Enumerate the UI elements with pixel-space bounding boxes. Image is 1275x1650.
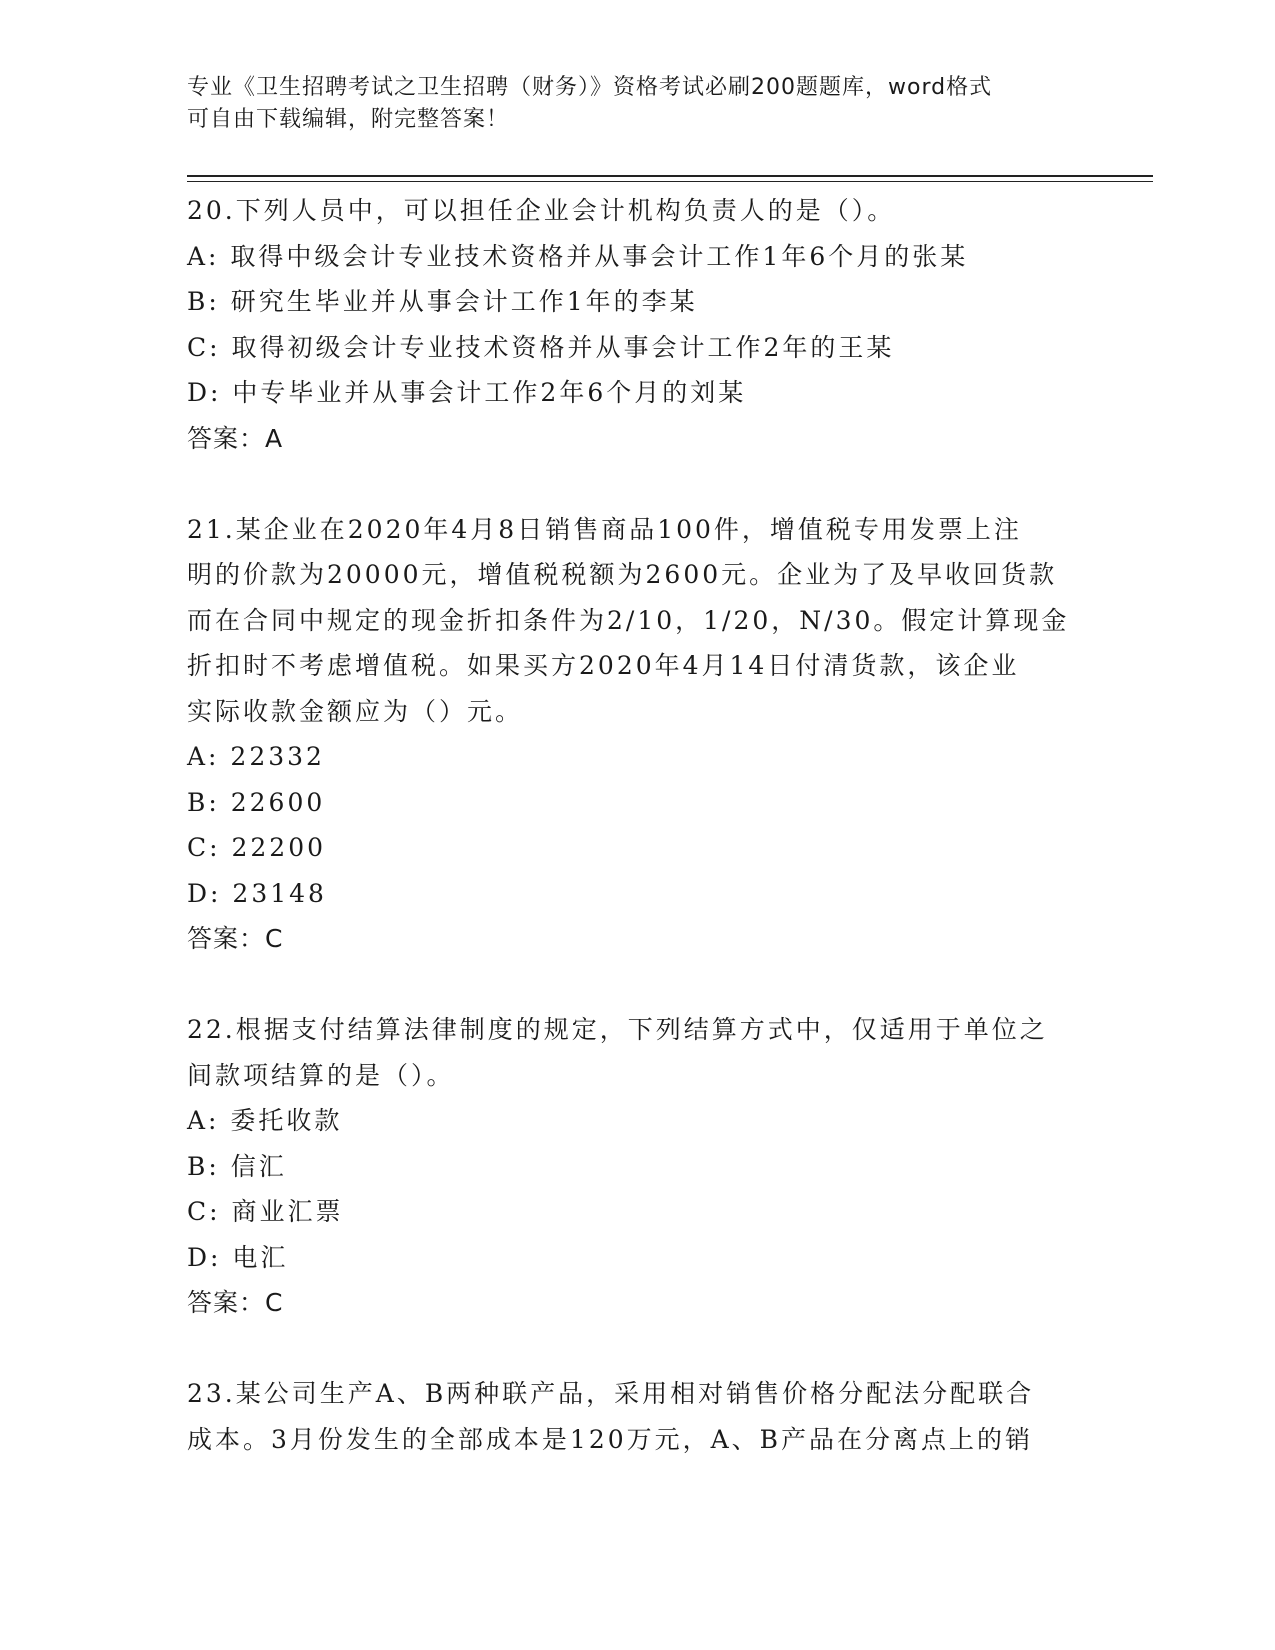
question-spacer bbox=[187, 461, 1087, 507]
question-stem-line: 成本。3月份发生的全部成本是120万元，A、B产品在分离点上的销 bbox=[187, 1424, 1034, 1454]
question-stem-line: 20.下列人员中，可以担任企业会计机构负责人的是（）。 bbox=[187, 196, 896, 225]
option-c: C: 22200 bbox=[187, 833, 327, 862]
option-d: D: 23148 bbox=[187, 878, 327, 908]
header-line-1: 专业《卫生招聘考试之卫生招聘（财务）》资格考试必刷200题题库，word格式 bbox=[187, 75, 993, 100]
answer-line: 答案：A bbox=[187, 423, 284, 453]
header-rule-thick bbox=[187, 175, 1153, 177]
question-22 bbox=[187, 1007, 1087, 1326]
question-20 bbox=[187, 188, 1087, 461]
question-21 bbox=[187, 507, 1087, 962]
option-d: D: 电汇 bbox=[187, 1242, 289, 1272]
option-b: B: 信汇 bbox=[187, 1151, 287, 1181]
document-header bbox=[187, 72, 1067, 136]
answer-line: 答案：C bbox=[187, 1288, 284, 1317]
question-stem-line: 间款项结算的是（）。 bbox=[187, 1060, 455, 1090]
option-b: B: 研究生毕业并从事会计工作1年的李某 bbox=[187, 287, 698, 316]
question-list bbox=[187, 188, 1087, 1462]
question-stem-line: 折扣时不考虑增值税。如果买方2020年4月14日付清货款，该企业 bbox=[187, 651, 1020, 680]
question-spacer bbox=[187, 1326, 1087, 1372]
header-rule-thin bbox=[187, 181, 1153, 182]
answer-line: 答案：C bbox=[187, 924, 284, 953]
option-a: A: 取得中级会计专业技术资格并从事会计工作1年6个月的张某 bbox=[187, 241, 969, 271]
question-stem-line: 实际收款金额应为（）元。 bbox=[187, 696, 524, 726]
option-a: A: 22332 bbox=[187, 742, 325, 771]
question-23 bbox=[187, 1371, 1087, 1462]
question-stem-line: 22.根据支付结算法律制度的规定，下列结算方式中，仅适用于单位之 bbox=[187, 1015, 1048, 1044]
header-line-2: 可自由下载编辑，附完整答案！ bbox=[187, 107, 510, 132]
option-b: B: 22600 bbox=[187, 787, 326, 817]
question-spacer bbox=[187, 962, 1087, 1008]
option-c: C: 取得初级会计专业技术资格并从事会计工作2年的王某 bbox=[187, 332, 895, 362]
option-c: C: 商业汇票 bbox=[187, 1197, 344, 1226]
question-stem-line: 而在合同中规定的现金折扣条件为2/10，1/20，N/30。假定计算现金 bbox=[187, 605, 1070, 635]
option-d: D: 中专毕业并从事会计工作2年6个月的刘某 bbox=[187, 378, 747, 407]
option-a: A: 委托收款 bbox=[187, 1106, 343, 1135]
question-stem-line: 明的价款为20000元，增值税税额为2600元。企业为了及早收回货款 bbox=[187, 560, 1058, 589]
question-stem-line: 23.某公司生产A、B两种联产品，采用相对销售价格分配法分配联合 bbox=[187, 1379, 1035, 1408]
question-stem-line: 21.某企业在2020年4月8日销售商品100件，增值税专用发票上注 bbox=[187, 514, 1022, 544]
